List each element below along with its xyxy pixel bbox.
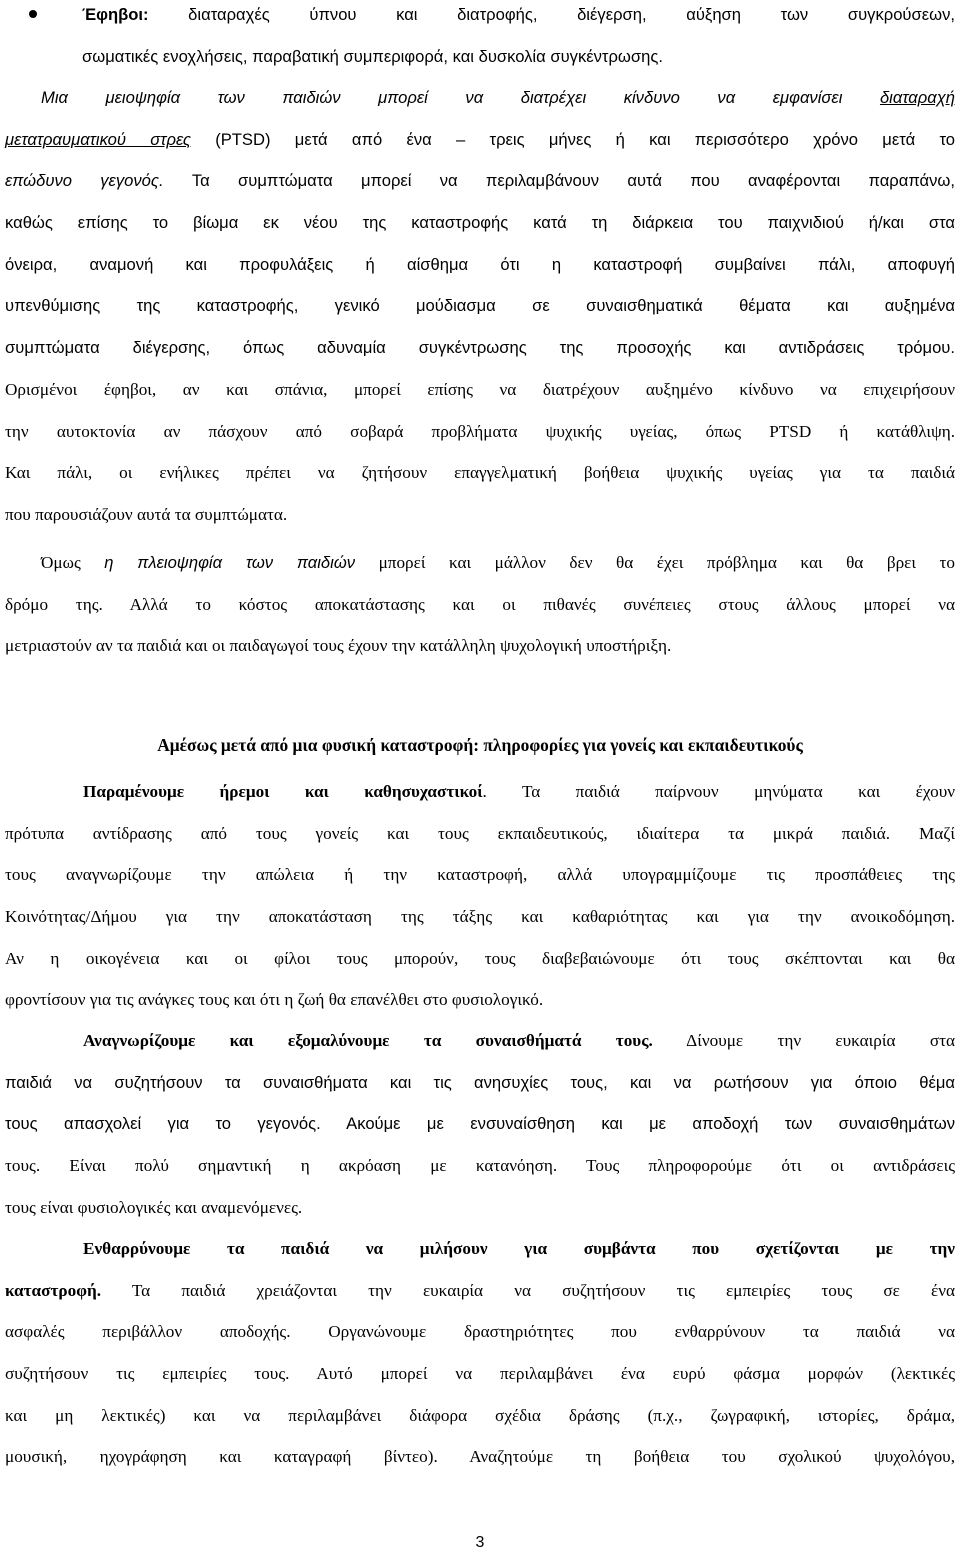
ptsd-line-1: Μια μειοψηφία των παιδιών μπορεί να διατρέχει κίνδυνο να εμφανίσει διαταραχή bbox=[41, 88, 955, 107]
recognize-line-1: Αναγνωρίζουμε και εξομαλύνουμε τα συναισθήματά τους. Δίνουμε την ευκαιρία στα bbox=[83, 1031, 955, 1050]
paragraph-calm bbox=[5, 771, 955, 1021]
recognize-line-4: τους. Είναι πολύ σημαντική η ακρόαση με κατανόηση. Τους πληροφορούμε ότι οι αντιδράσεις bbox=[5, 1156, 955, 1176]
encourage-line-1: Ενθαρρύνουμε τα παιδιά να μιλήσουν για συμβάντα που σχετίζονται με την bbox=[83, 1239, 955, 1258]
majority-line-1: Όμως η πλειοψηφία των παιδιών μπορεί και μάλλον δεν θα έχει πρόβλημα και θα βρει το bbox=[41, 553, 955, 572]
encourage-line-4: συζητήσουν τις εμπειρίες τους. Αυτό μπορεί να περιλαμβάνει ένα ευρύ φάσμα μορφών (λεκτικές bbox=[5, 1364, 955, 1384]
calm-line-4: Κοινότητας/Δήμου για την αποκατάσταση της τάξης και καθαριότητας και για την ανοικοδόμηση. bbox=[5, 907, 955, 927]
page-number: 3 bbox=[475, 1534, 485, 1551]
majority-line-3: μετριαστούν αν τα παιδιά και οι παιδαγωγοί τους έχουν την κατάλληλη ψυχολογική υποστήριξη. bbox=[5, 636, 672, 656]
paragraph-encourage bbox=[5, 1228, 955, 1478]
calm-line-1: Παραμένουμε ήρεμοι και καθησυχαστικοί. Τα παιδιά παίρνουν μηνύματα και έχουν bbox=[83, 782, 955, 801]
calm-line-2: πρότυπα αντίδρασης από τους γονείς και τους εκπαιδευτικούς, ιδιαίτερα τα μικρά παιδιά. Μαζί bbox=[5, 823, 955, 843]
encourage-line-5: και μη λεκτικές) και να περιλαμβάνει διάφορα σχέδια δράσης (π.χ., ζωγραφική, ιστορίες, δράμα, bbox=[5, 1405, 955, 1425]
ptsd-link: διαταραχή bbox=[879, 88, 955, 107]
ptsd-line-9: την αυτοκτονία αν πάσχουν από σοβαρά προβλήματα ψυχικής υγείας, όπως PTSD ή κατάθλιψη. bbox=[5, 421, 955, 441]
calm-line-5: Αν η οικογένεια και οι φίλοι τους μπορούν, τους διαβεβαιώνουμε ότι τους σκέπτονται και θα bbox=[5, 948, 955, 968]
bullet-line-2: σωματικές ενοχλήσεις, παραβατική συμπεριφορά, και δυσκολία συγκέντρωσης. bbox=[82, 46, 663, 66]
ptsd-line-6: υπενθύμισης της καταστροφής, γενικό μούδιασμα σε συναισθηματικά θέματα και αυξημένα bbox=[5, 296, 955, 316]
calm-line-6: φροντίσουν για τις ανάγκες τους και ότι η ζωή θα επανέλθει στο φυσιολογικό. bbox=[5, 990, 544, 1010]
recognize-line-5: τους είναι φυσιολογικές και αναμενόμενες. bbox=[5, 1197, 303, 1217]
encourage-line-3: ασφαλές περιβάλλον αποδοχής. Οργανώνουμε δραστηριότητες που ενθαρρύνουν τα παιδιά να bbox=[5, 1322, 955, 1342]
bullet-label: Έφηβοι: bbox=[82, 5, 149, 24]
recognize-line-2: παιδιά να συζητήσουν τα συναισθήματα και τις ανησυχίες τους, και να ρωτήσουν για όποιο θέμα bbox=[5, 1072, 955, 1092]
paragraph-ptsd bbox=[5, 77, 955, 536]
ptsd-line-11: που παρουσιάζουν αυτά τα συμπτώματα. bbox=[5, 504, 288, 524]
ptsd-line-3: επώδυνο γεγονός. Τα συμπτώματα μπορεί να περιλαμβάνουν αυτά που αναφέρονται παραπάνω, bbox=[5, 171, 955, 191]
ptsd-line-5: όνειρα, αναμονή και προφυλάξεις ή αίσθημα ότι η καταστροφή συμβαίνει πάλι, αποφυγή bbox=[5, 254, 955, 274]
ptsd-line-4: καθώς επίσης το βίωμα εκ νέου της καταστροφής κατά τη διάρκεια του παιχνιδιού ή/και στα bbox=[5, 213, 955, 233]
section-heading: Αμέσως μετά από μια φυσική καταστροφή: πληροφορίες για γονείς και εκπαιδευτικούς bbox=[157, 735, 803, 755]
recognize-line-3: τους απασχολεί για το γεγονός. Ακούμε με ενσυναίσθηση και με αποδοχή των συναισθημάτων bbox=[5, 1114, 955, 1134]
bullet-item-teens bbox=[82, 0, 955, 77]
calm-line-3: τους αναγνωρίζουμε την απώλεια ή την καταστροφή, αλλά υπογραμμίζουμε τις προσπάθειες της bbox=[5, 865, 955, 885]
encourage-line-6: μουσική, ηχογράφηση και καταγραφή βίντεο). Αναζητούμε τη βοήθεια του σχολικού ψυχολόγου, bbox=[5, 1447, 955, 1467]
ptsd-line-7: συμπτώματα διέγερσης, όπως αδυναμία συγκέντρωσης της προσοχής και αντιδράσεις τρόμου. bbox=[5, 338, 955, 358]
bullet-icon bbox=[29, 10, 37, 18]
paragraph-majority bbox=[5, 542, 955, 667]
bullet-line-1: Έφηβοι: διαταραχές ύπνου και διατροφής, διέγερση, αύξηση των συγκρούσεων, bbox=[82, 5, 955, 24]
ptsd-line-10: Και πάλι, οι ενήλικες πρέπει να ζητήσουν επαγγελματική βοήθεια ψυχικής υγείας για τα παιδιά bbox=[5, 463, 955, 483]
ptsd-line-8: Ορισμένοι έφηβοι, αν και σπάνια, μπορεί επίσης να διατρέχουν αυξημένο κίνδυνο να επιχειρήσουν bbox=[5, 379, 955, 399]
ptsd-line-2: μετατραυματικού στρες (PTSD) μετά από ένα – τρεις μήνες ή και περισσότερο χρόνο μετά το bbox=[5, 129, 955, 149]
encourage-line-2: καταστροφή. Τα παιδιά χρειάζονται την ευκαιρία να συζητήσουν τις εμπειρίες τους σε ένα bbox=[5, 1280, 955, 1300]
paragraph-recognize bbox=[5, 1020, 955, 1228]
majority-line-2: δρόμο της. Αλλά το κόστος αποκατάστασης και οι πιθανές συνέπειες στους άλλους μπορεί να bbox=[5, 594, 955, 614]
